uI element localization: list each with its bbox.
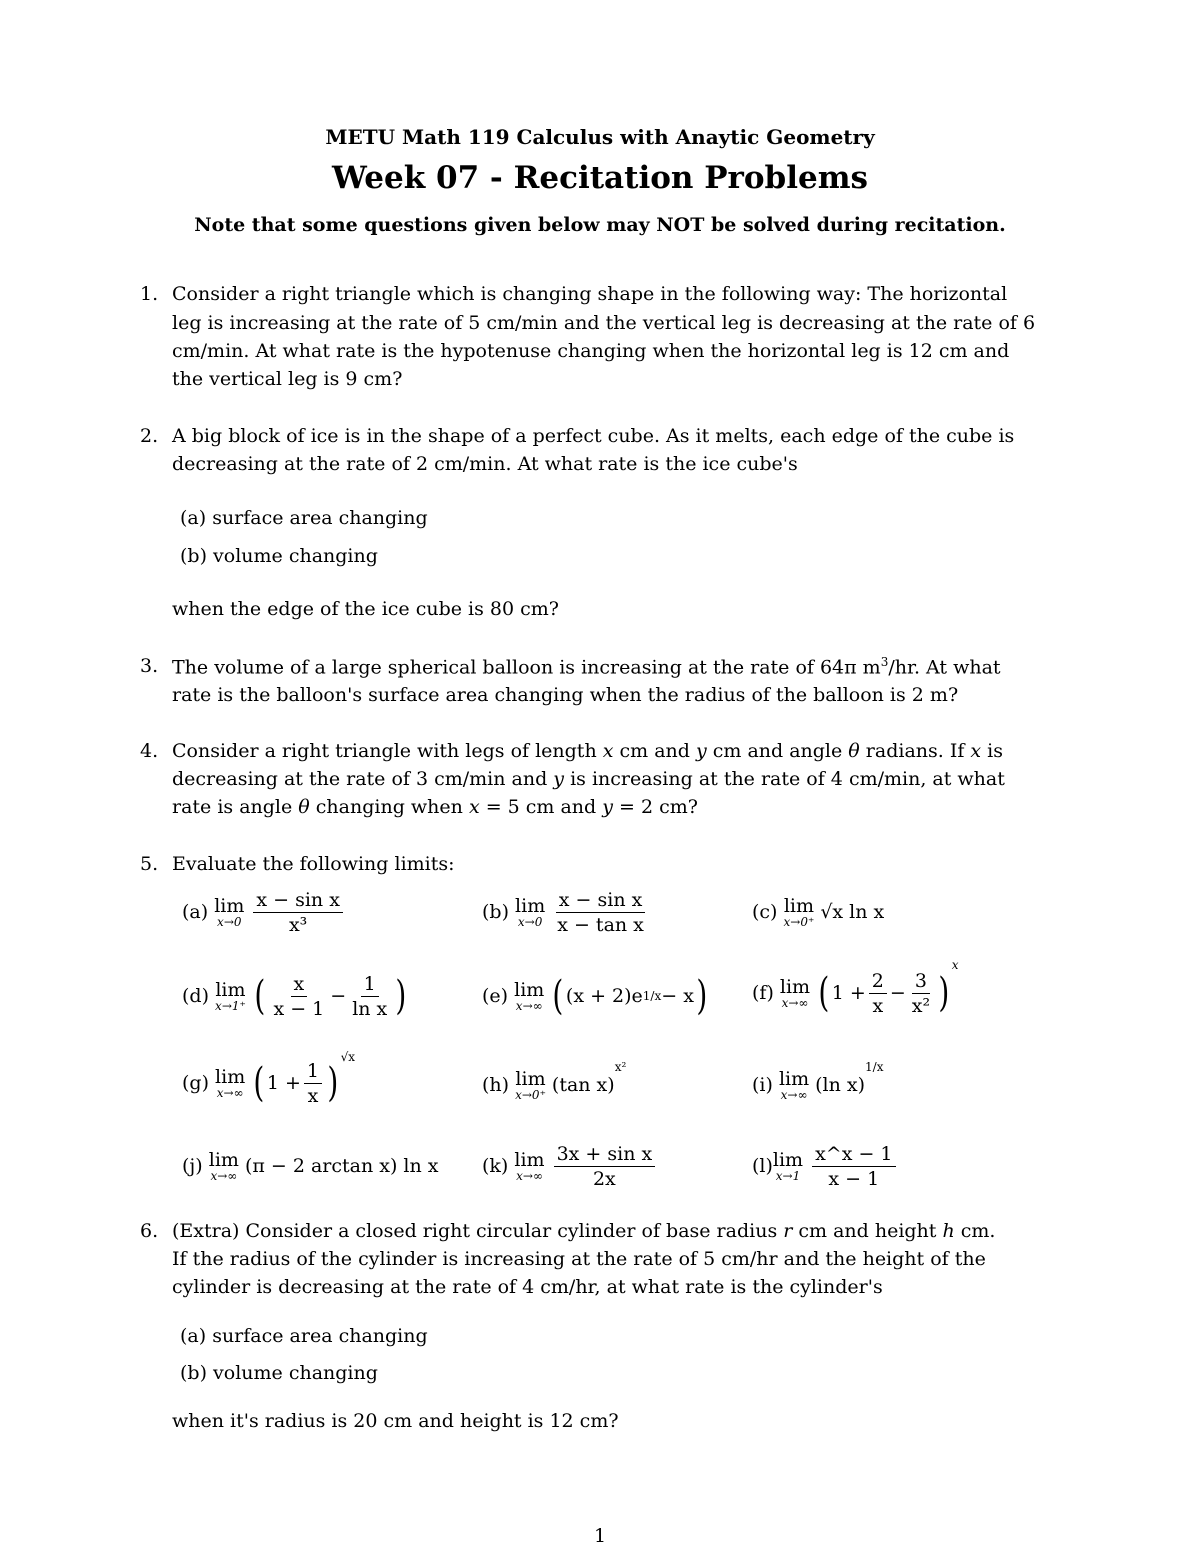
limit-c <box>752 884 884 940</box>
expression: (ln x) <box>815 1074 866 1096</box>
label: (e) <box>482 985 509 1007</box>
problem-2-line-2: decreasing at the rate of 2 cm/min. At what rate is the ice cube's <box>172 453 798 475</box>
denominator: x³ <box>288 913 308 936</box>
problem-2-closing: when the edge of the ice cube is 80 cm? <box>172 598 559 620</box>
label: (b) <box>482 901 509 923</box>
var: θ <box>298 796 310 818</box>
lim-sub: x→1 <box>775 1168 801 1183</box>
var: x <box>468 796 480 818</box>
lim: lim <box>779 975 811 998</box>
limit-i <box>752 1060 883 1110</box>
problem-2-part-a: (a) surface area changing <box>180 507 428 529</box>
problem-4-line-3 <box>172 796 698 818</box>
page-number: 1 <box>593 1525 607 1547</box>
problem-6-closing: when it's radius is 20 cm and height is 12 cm? <box>172 1410 619 1432</box>
lim-op <box>514 1148 545 1183</box>
lim: lim <box>515 1067 546 1090</box>
fraction <box>554 889 647 936</box>
limit-l <box>752 1138 899 1194</box>
problem-4-line-1 <box>172 740 1003 762</box>
denominator: x − 1 <box>828 1167 880 1190</box>
lim: lim <box>514 978 545 1001</box>
text: decreasing at the rate of 3 cm/min and <box>172 768 554 790</box>
exponent: x² <box>614 1060 627 1074</box>
text: radians. If <box>859 740 971 762</box>
text: cm. <box>954 1220 996 1242</box>
exponent: x <box>951 958 959 972</box>
label: (h) <box>482 1074 510 1096</box>
note: Note that some questions given below may NOT be solved during recitation. <box>194 214 1006 236</box>
problem-1-line-2: leg is increasing at the rate of 5 cm/min and the vertical leg is decreasing at the rate of 6 <box>172 312 1036 334</box>
label: (i) <box>752 1074 773 1096</box>
limit-j <box>182 1138 439 1194</box>
limit-k <box>482 1138 658 1194</box>
lim-op <box>215 978 246 1013</box>
label: (l) <box>752 1155 773 1177</box>
problem-2-part-b: (b) volume changing <box>180 545 378 567</box>
lim-sub: x→0⁺ <box>515 1087 546 1102</box>
left-paren: ( <box>254 973 266 1019</box>
limit-b <box>482 884 650 940</box>
course-title: METU Math 119 Calculus with Anaytic Geometry <box>325 125 875 149</box>
right-paren: ) <box>327 1060 339 1106</box>
right-paren: ) <box>938 970 950 1016</box>
label: (a) <box>182 901 209 923</box>
lim: lim <box>214 894 245 917</box>
right-paren: ) <box>395 973 407 1019</box>
lim: lim <box>515 894 546 917</box>
fraction <box>812 1143 895 1190</box>
page-title: Week 07 - Recitation Problems <box>332 160 868 196</box>
lim-sub: x→∞ <box>516 1168 543 1183</box>
problem-3-number: 3. <box>140 655 159 677</box>
lim-sub: x→∞ <box>780 1087 808 1102</box>
lim: lim <box>778 1067 810 1090</box>
expression: (tan x) <box>551 1074 615 1096</box>
fraction <box>554 1143 656 1190</box>
lim-sub: x→1⁺ <box>215 998 246 1013</box>
lim: lim <box>215 978 246 1001</box>
lim-sub: x→∞ <box>210 1168 238 1183</box>
problem-6-line-3: cylinder is decreasing at the rate of 4 cm/hr, at what rate is the cylinder's <box>172 1276 883 1298</box>
denominator: ln x <box>352 997 388 1020</box>
fraction <box>253 889 343 936</box>
text: = 5 cm and <box>479 796 603 818</box>
problem-2-number: 2. <box>140 425 159 447</box>
label: (c) <box>752 901 778 923</box>
lim-op <box>208 1148 239 1183</box>
text: changing when <box>309 796 469 818</box>
problem-4-number: 4. <box>140 740 159 762</box>
denominator: x − tan x <box>557 913 644 936</box>
numerator: 1 <box>304 1060 322 1084</box>
problem-3-line-1 <box>172 655 1001 678</box>
lim-op <box>779 975 811 1010</box>
problem-5-number: 5. <box>140 853 159 875</box>
limit-e <box>482 966 710 1026</box>
numerator: 3x + sin x <box>554 1143 656 1167</box>
problem-6-line-1 <box>172 1220 995 1242</box>
denominator: x − 1 <box>273 997 325 1020</box>
denominator: 2x <box>592 1167 616 1190</box>
fraction <box>869 970 887 1017</box>
var: y <box>695 740 707 762</box>
text: is increasing at the rate of 4 cm/min, at what <box>564 768 1005 790</box>
label: (g) <box>182 1072 209 1094</box>
lim: lim <box>783 894 814 917</box>
problem-6-number: 6. <box>140 1220 159 1242</box>
text: cm and angle <box>706 740 849 762</box>
var: y <box>602 796 613 818</box>
limit-d <box>182 966 409 1026</box>
text: The volume of a large spherical balloon is increasing at the rate of 64π m <box>172 656 881 679</box>
limit-a <box>182 884 346 940</box>
lim-op <box>515 1067 546 1102</box>
lim-sub: x→∞ <box>216 1085 244 1100</box>
lim-op <box>215 1065 246 1100</box>
lim-op <box>214 894 245 929</box>
lim: lim <box>772 1148 804 1171</box>
problem-3-line-2: rate is the balloon's surface area changing when the radius of the balloon is 2 m? <box>172 684 959 706</box>
label: (j) <box>182 1155 203 1177</box>
var: y <box>553 768 565 790</box>
text: (Extra) Consider a closed right circular cylinder of base radius <box>172 1220 784 1242</box>
limit-f <box>752 958 959 1028</box>
expression: (π − 2 arctan x) ln x <box>244 1155 439 1177</box>
lim-sub: x→0 <box>217 914 242 929</box>
problem-6-line-2: If the radius of the cylinder is increasing at the rate of 5 cm/hr and the height of the <box>172 1248 986 1270</box>
exponent: 1/x <box>865 1060 884 1074</box>
expression: 1 + <box>266 1072 301 1094</box>
var: x <box>970 740 982 762</box>
denominator: x <box>307 1084 319 1107</box>
operator: − <box>330 985 347 1007</box>
right-paren: ) <box>696 973 708 1019</box>
var: x <box>602 740 614 762</box>
problem-1-line-4: the vertical leg is 9 cm? <box>172 368 403 390</box>
problem-4-line-2 <box>172 768 1005 790</box>
lim-op <box>783 894 815 929</box>
problem-6-part-b: (b) volume changing <box>180 1362 378 1384</box>
lim-op <box>515 894 546 929</box>
expression: √x ln x <box>820 901 885 923</box>
numerator: x − sin x <box>556 889 646 913</box>
fraction <box>349 973 390 1020</box>
lim-sub: x→∞ <box>515 998 543 1013</box>
text: /hr. At what <box>888 656 1001 679</box>
lim-sub: x→∞ <box>781 995 809 1010</box>
numerator: x − sin x <box>253 889 343 913</box>
lim: lim <box>514 1148 545 1171</box>
lim-op <box>514 978 545 1013</box>
text: is <box>981 740 1004 762</box>
problem-2-line-1: A big block of ice is in the shape of a perfect cube. As it melts, each edge of the cube is <box>172 425 1015 447</box>
text: = 2 cm? <box>612 796 698 818</box>
fraction <box>270 973 327 1020</box>
lim: lim <box>215 1065 246 1088</box>
superscript: 3 <box>880 655 889 669</box>
problem-6-part-a: (a) surface area changing <box>180 1325 428 1347</box>
numerator: 1 <box>361 973 379 997</box>
numerator: 3 <box>912 970 930 994</box>
left-paren: ( <box>818 970 830 1016</box>
numerator: x <box>291 973 308 997</box>
expression: − x <box>661 985 694 1007</box>
var: r <box>783 1220 793 1242</box>
label: (f) <box>752 982 774 1004</box>
expression: 1 + <box>831 982 866 1004</box>
exponent: 1/x <box>642 989 662 1003</box>
lim-op <box>772 1148 804 1183</box>
limit-g <box>182 1050 355 1116</box>
problem-1-number: 1. <box>140 283 159 305</box>
fraction <box>304 1060 322 1107</box>
left-paren: ( <box>253 1060 265 1106</box>
text: cm and <box>613 740 696 762</box>
var: θ <box>848 740 860 762</box>
lim: lim <box>208 1148 239 1171</box>
operator: − <box>889 982 906 1004</box>
problem-1-line-1: Consider a right triangle which is changing shape in the following way: The horizontal <box>172 283 1008 305</box>
problem-1-line-3: cm/min. At what rate is the hypotenuse changing when the horizontal leg is 12 cm and <box>172 340 1010 362</box>
numerator: x^x − 1 <box>812 1143 895 1167</box>
numerator: 2 <box>869 970 887 994</box>
lim-op <box>778 1067 810 1102</box>
denominator: x² <box>911 994 931 1017</box>
denominator: x <box>872 994 884 1017</box>
problem-5-intro: Evaluate the following limits: <box>172 853 455 875</box>
label: (d) <box>182 985 209 1007</box>
lim-sub: x→0 <box>517 914 543 929</box>
text: rate is angle <box>172 796 299 818</box>
text: Consider a right triangle with legs of length <box>172 740 603 762</box>
var: h <box>942 1220 955 1242</box>
left-paren: ( <box>552 973 564 1019</box>
text: cm and height <box>792 1220 943 1242</box>
exponent: √x <box>340 1050 356 1064</box>
lim-sub: x→0⁺ <box>783 914 815 929</box>
limit-h <box>482 1060 626 1110</box>
expression: (x + 2)e <box>565 985 643 1007</box>
label: (k) <box>482 1155 509 1177</box>
fraction <box>909 970 933 1017</box>
